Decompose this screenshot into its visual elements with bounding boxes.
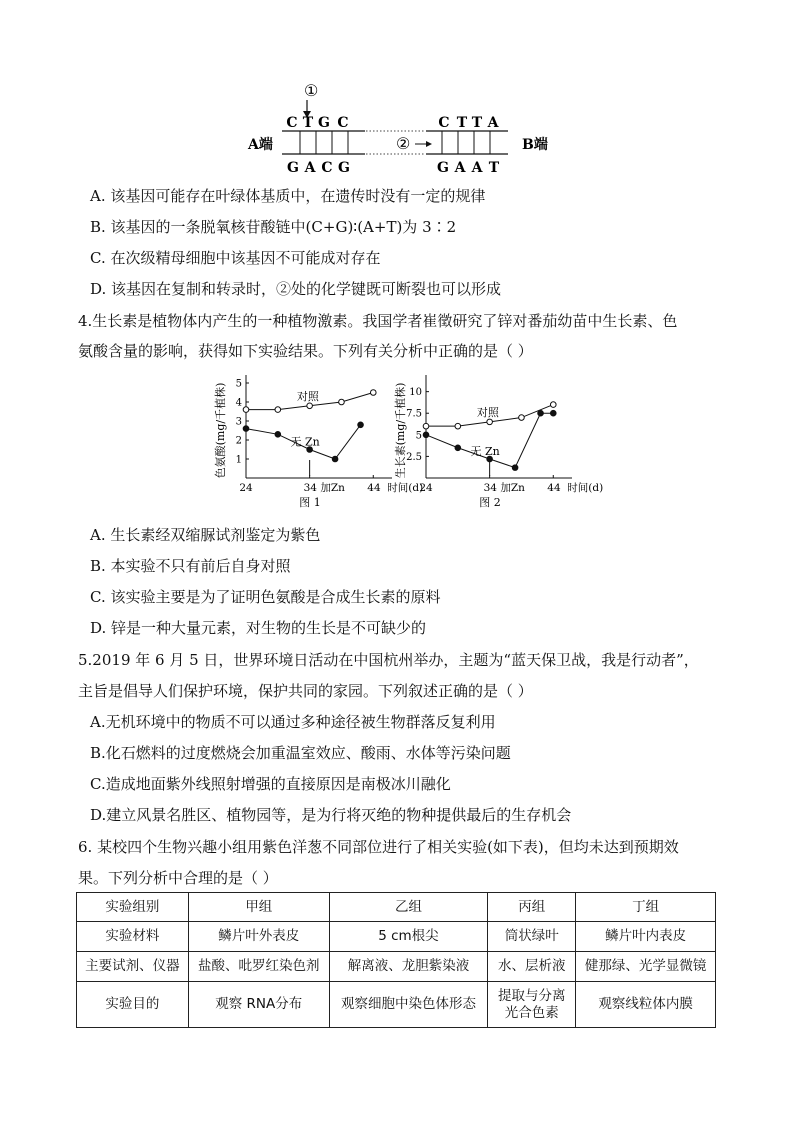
chart-caption: 图 2	[479, 496, 501, 509]
table-cell: 5 cm根尖	[329, 922, 488, 952]
table-cell: 主要试剂、仪器	[77, 952, 189, 982]
data-point	[455, 445, 461, 451]
table-cell: 健那绿、光学显微镜	[576, 952, 716, 982]
base: A	[487, 115, 499, 131]
table-cell: 鳞片叶内表皮	[576, 922, 716, 952]
q5-option-c: C.造成地面紫外线照射增强的直接原因是南极冰川融化	[90, 775, 451, 793]
table-header-row	[77, 893, 716, 922]
base: G	[287, 160, 299, 176]
base: C	[337, 115, 349, 131]
data-point	[339, 399, 345, 405]
marker-2: ②	[396, 134, 411, 153]
x-tick-label: 34 加Zn	[303, 482, 345, 494]
y-tick-label: 2.5	[406, 451, 422, 463]
y-tick-label: 2	[235, 435, 242, 447]
data-point	[512, 465, 518, 471]
dna-left-segment	[282, 131, 365, 154]
q3-option-c: C. 在次级精母细胞中该基因不可能成对存在	[90, 249, 381, 267]
q3-option-a: A. 该基因可能存在叶绿体基质中，在遗传时没有一定的规律	[90, 187, 486, 205]
q4-option-c: C. 该实验主要是为了证明色氨酸是合成生长素的原料	[90, 588, 441, 606]
q4-option-d: D. 锌是一种大量元素，对生物的生长是不可缺少的	[90, 619, 427, 637]
y-tick-label: 10	[409, 387, 422, 399]
x-tick-label: 24	[239, 482, 253, 494]
x-tick-label: 44	[367, 482, 381, 494]
y-tick-label: 4	[235, 397, 242, 409]
table-row	[77, 982, 716, 1028]
marker-1: ①	[304, 81, 319, 100]
base: A	[471, 160, 483, 176]
data-point	[550, 402, 556, 408]
table-row	[77, 952, 716, 982]
base: A	[304, 160, 316, 176]
series-label: 无 Zn	[290, 435, 320, 449]
q5-option-a: A.无机环境中的物质不可以通过多种途径被生物群落反复利用	[90, 713, 496, 731]
data-point	[550, 410, 556, 416]
marker-2-arrowhead	[426, 141, 432, 147]
series-label: 对照	[296, 389, 319, 403]
data-point	[370, 390, 376, 396]
table-row	[77, 922, 716, 952]
table-cell: 筒状绿叶	[488, 922, 576, 952]
q3-option-b: B. 该基因的一条脱氧核苷酸链中(C+G)∶(A+T)为 3∶2	[90, 218, 457, 236]
dna-right-segment	[426, 131, 508, 154]
base: G	[318, 115, 330, 131]
q5-stem-line1: 5.2019 年 6 月 5 日，世界环境日活动在中国杭州举办，主题为“蓝天保卫战，我是行动者”，	[78, 651, 699, 669]
data-point	[455, 423, 461, 429]
data-point	[307, 403, 313, 409]
x-axis-label: 时间(d)	[387, 482, 424, 494]
q6-stem-line2: 果。下列分析中合理的是（ ）	[78, 869, 278, 887]
base: C	[438, 115, 450, 131]
experiment-table	[76, 892, 716, 1028]
q5-option-d: D.建立风景名胜区、植物园等，是为行将灭绝的物种提供最后的生存机会	[90, 806, 572, 824]
x-tick-label: 24	[419, 482, 433, 494]
x-tick-label: 44	[547, 482, 561, 494]
data-point	[243, 426, 249, 432]
x-tick-label: 34 加Zn	[483, 482, 525, 494]
table-cell: 丙组	[488, 893, 576, 922]
series-label: 无 Zn	[470, 445, 500, 458]
data-point	[275, 432, 281, 438]
x-axis-label: 时间(d)	[567, 482, 604, 494]
data-point	[487, 419, 493, 425]
y-tick-label: 5	[235, 378, 242, 390]
chart-2	[393, 375, 603, 509]
table-cell: 观察细胞中染色体形态	[329, 982, 488, 1028]
growth-charts	[210, 368, 604, 516]
y-tick-label: 3	[235, 416, 242, 428]
data-point	[519, 415, 525, 421]
table-cell: 甲组	[188, 893, 329, 922]
q5-option-b: B.化石燃料的过度燃烧会加重温室效应、酸雨、水体等污染问题	[90, 744, 511, 762]
table-cell: 实验组别	[77, 893, 189, 922]
y-tick-label: 7.5	[406, 408, 422, 420]
series-label: 对照	[476, 405, 499, 419]
q3-option-d: D. 该基因在复制和转录时，②处的化学键既可断裂也可以形成	[90, 280, 502, 298]
table-cell: 实验目的	[77, 982, 189, 1028]
base: T	[302, 115, 314, 131]
base: C	[286, 115, 298, 131]
base: T	[488, 160, 500, 176]
table-cell: 观察线粒体内膜	[576, 982, 716, 1028]
base: G	[437, 160, 449, 176]
table-cell: 鳞片叶外表皮	[188, 922, 329, 952]
q4-stem-line2: 氨酸含量的影响，获得如下实验结果。下列有关分析中正确的是（ ）	[78, 342, 533, 360]
y-tick-label: 1	[235, 454, 242, 466]
base: T	[456, 115, 468, 131]
data-point	[423, 423, 429, 429]
data-point	[275, 407, 281, 413]
q4-option-b: B. 本实验不只有前后自身对照	[90, 557, 291, 575]
table-cell: 解离液、龙胆紫染液	[329, 952, 488, 982]
chart-1	[213, 375, 423, 509]
dna-figure	[0, 0, 794, 185]
data-point	[538, 410, 544, 416]
q6-stem-line1: 6. 某校四个生物兴趣小组用紫色洋葱不同部位进行了相关实验(如下表)，但均未达到预期效	[78, 838, 679, 856]
q4-option-a: A. 生长素经双缩脲试剂鉴定为紫色	[90, 526, 321, 544]
base: G	[338, 160, 350, 176]
base: C	[321, 160, 333, 176]
table-cell: 盐酸、吡罗红染色剂	[188, 952, 329, 982]
data-point	[243, 407, 249, 413]
data-point	[358, 422, 364, 428]
end-b-label: B端	[522, 137, 548, 153]
chart-caption: 图 1	[299, 496, 321, 509]
y-axis-label: 生长素(mg/千植株)	[394, 382, 407, 479]
base: T	[471, 115, 483, 131]
data-point	[423, 432, 429, 438]
q4-stem-line1: 4.生长素是植物体内产生的一种植物激素。我国学者崔徵研究了锌对番茄幼苗中生长素、色	[78, 312, 678, 330]
table-cell: 乙组	[329, 893, 488, 922]
table-cell: 丁组	[576, 893, 716, 922]
table-cell: 实验材料	[77, 922, 189, 952]
y-axis-label: 色氨酸(mg/千植株)	[214, 382, 227, 479]
data-point	[332, 456, 338, 462]
end-a-label: A端	[248, 137, 273, 153]
base: A	[454, 160, 466, 176]
q5-stem-line2: 主旨是倡导人们保护环境，保护共同的家园。下列叙述正确的是（ ）	[78, 682, 533, 700]
table-cell: 水、层析液	[488, 952, 576, 982]
y-tick-label: 5	[415, 430, 422, 442]
table-cell: 观察 RNA分布	[188, 982, 329, 1028]
table-cell: 提取与分离光合色素	[488, 982, 576, 1028]
